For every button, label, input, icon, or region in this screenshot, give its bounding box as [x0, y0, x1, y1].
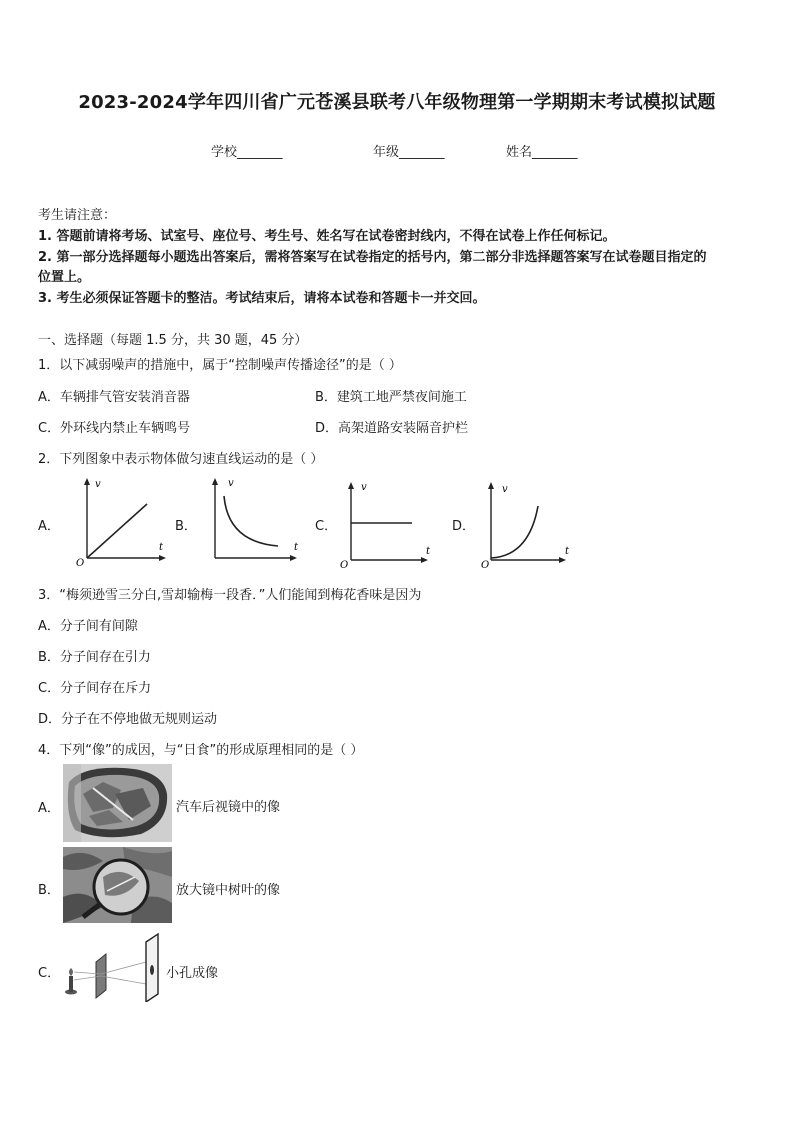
q1-option-c: C．外环线内禁止车辆鸣号 — [38, 421, 191, 436]
axis-t-label: t — [159, 542, 164, 553]
origin-label: O — [76, 558, 85, 569]
axis-v-label: v — [95, 479, 101, 490]
pinhole-diagram — [62, 932, 166, 1002]
q2-option-b-label: B． — [175, 519, 197, 534]
notice-item: 3. 考生必须保证答题卡的整洁。考试结束后，请将本试卷和答题卡一并交回。 — [38, 291, 486, 306]
q3-option-d: D．分子在不停地做无规则运动 — [38, 712, 218, 727]
q4-option-b-label: B． — [38, 883, 60, 898]
axis-t-label: t — [294, 542, 299, 553]
notice-item: 2. 第一部分选择题每小题选出答案后，需将答案写在试卷指定的括号内，第二部分非选择题答案写在试卷题目指定的 — [38, 250, 707, 265]
name-field: 姓名_______ — [506, 145, 578, 160]
axis-t-label: t — [565, 546, 570, 557]
q4-option-b-text: 放大镜中树叶的像 — [176, 883, 281, 898]
origin-label: O — [340, 560, 349, 571]
question-4-stem: 4．下列“像”的成因，与“日食”的形成原理相同的是（ ） — [38, 743, 364, 758]
axis-t-label: t — [426, 546, 431, 557]
q2-graph-b — [198, 474, 308, 569]
q4-option-a-label: A． — [38, 801, 60, 816]
section-heading: 一、选择题（每题 1.5 分，共 30 题，45 分） — [38, 333, 308, 348]
question-2-stem: 2．下列图象中表示物体做匀速直线运动的是（ ） — [38, 452, 324, 467]
q2-graph-a — [62, 474, 172, 569]
q2-graph-c — [334, 476, 444, 571]
q2-option-d-label: D． — [452, 519, 476, 534]
magnifier-photo — [63, 847, 172, 923]
page-title: 2023-2024学年四川省广元苍溪县联考八年级物理第一学期期末考试模拟试题 — [78, 92, 716, 113]
q4-option-a-text: 汽车后视镜中的像 — [176, 800, 281, 815]
q1-option-d: D．高架道路安装隔音护栏 — [315, 421, 469, 436]
axis-v-label: v — [228, 478, 234, 489]
q4-option-c-text: 小孔成像 — [166, 966, 219, 981]
origin-label: O — [481, 560, 490, 571]
q3-option-c: C．分子间存在斥力 — [38, 681, 152, 696]
grade-field: 年级_______ — [373, 145, 445, 160]
q4-option-c-label: C． — [38, 966, 61, 981]
notice-item: 1. 答题前请将考场、试室号、座位号、考生号、姓名写在试卷密封线内，不得在试卷上作任何标记。 — [38, 229, 616, 244]
notice-heading: 考生请注意： — [38, 208, 117, 223]
q3-option-b: B．分子间存在引力 — [38, 650, 151, 665]
question-1-stem: 1．以下减弱噪声的措施中，属于“控制噪声传播途径”的是（ ） — [38, 358, 402, 373]
q2-graph-d — [474, 476, 584, 571]
q2-option-a-label: A． — [38, 519, 60, 534]
axis-v-label: v — [502, 484, 508, 495]
car-mirror-photo — [63, 764, 172, 842]
q3-option-a: A．分子间有间隙 — [38, 619, 138, 634]
question-3-stem: 3．“梅须逊雪三分白,雪却输梅一段香．”人们能闻到梅花香味是因为 — [38, 588, 422, 603]
q1-option-a: A．车辆排气管安装消音器 — [38, 390, 190, 405]
notice-item: 位置上。 — [38, 270, 91, 285]
q2-option-c-label: C． — [315, 519, 338, 534]
q1-option-b: B．建筑工地严禁夜间施工 — [315, 390, 467, 405]
axis-v-label: v — [361, 482, 367, 493]
school-field: 学校_______ — [211, 145, 283, 160]
